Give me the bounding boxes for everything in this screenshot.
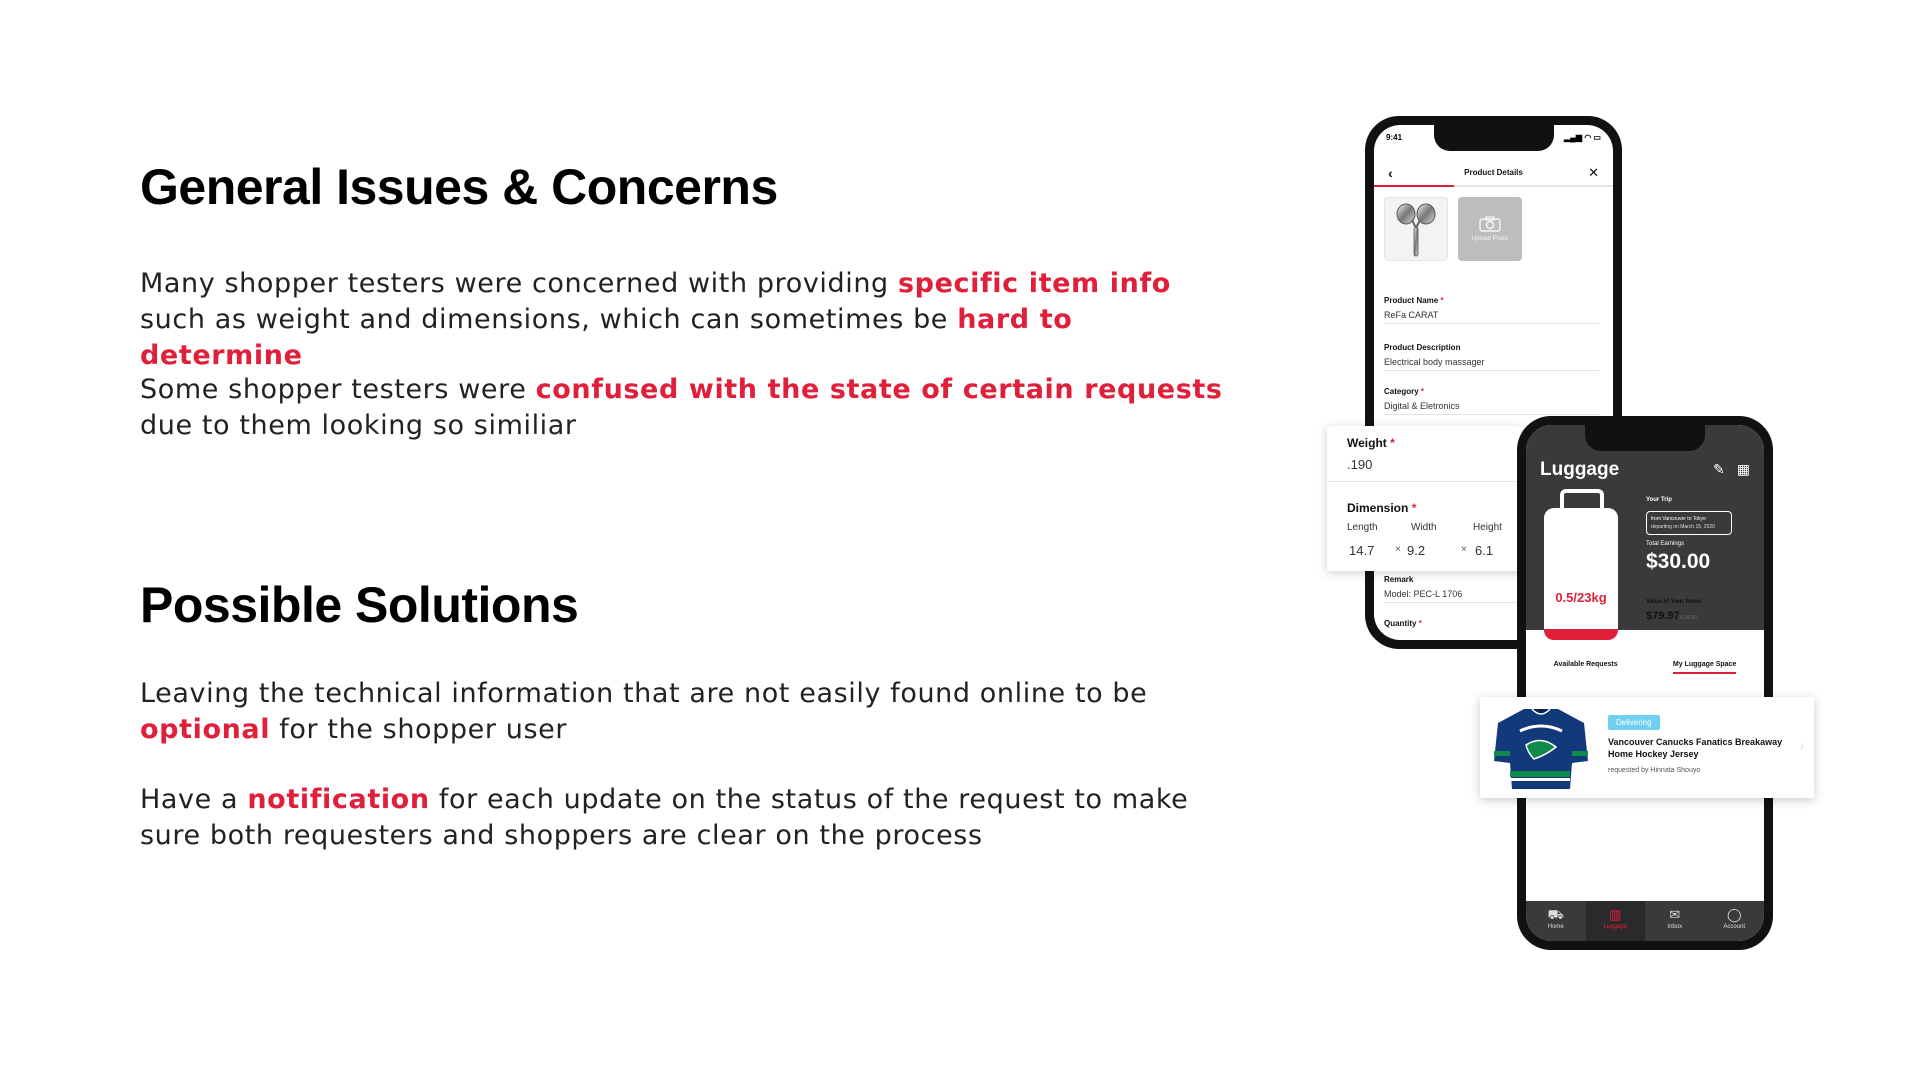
product-description-field[interactable] (1384, 343, 1599, 371)
field-label (1384, 387, 1599, 396)
tab-account[interactable] (1705, 901, 1765, 941)
luggage-capacity-gauge (1544, 508, 1618, 640)
tab-my-luggage-space[interactable]: My Luggage Space (1673, 661, 1736, 674)
status-time: 9:41 (1386, 133, 1403, 142)
paragraph-text: Have a (140, 784, 248, 815)
home-icon: ⛟ (1547, 907, 1564, 922)
tab-available-requests[interactable]: Available Requests (1553, 661, 1618, 668)
weight-label: Weight (1347, 436, 1387, 450)
phone-mockup-luggage (1517, 416, 1773, 950)
length-input[interactable]: 14.7 (1349, 543, 1375, 558)
chevron-right-icon: › (1799, 737, 1804, 753)
width-label: Width (1411, 522, 1437, 533)
required-asterisk: * (1420, 387, 1425, 396)
paragraph-text: for each update on the status of the request to make sure both requesters and shoppers are clear on the process (140, 784, 1189, 851)
weight-input[interactable]: .190 (1347, 457, 1373, 472)
divider (1327, 481, 1515, 482)
phone-screen (1526, 425, 1764, 941)
solutions-paragraph-2 (140, 782, 1230, 854)
quantity-label: Quantity (1384, 619, 1417, 628)
account-icon: ◯ (1726, 907, 1742, 922)
required-asterisk: * (1418, 619, 1422, 628)
highlighted-phrase: notification (247, 784, 430, 815)
weight-label-row (1347, 436, 1395, 450)
required-asterisk: * (1440, 296, 1444, 305)
signal-wifi-battery-icon: ▂▄▆ ◠ ▭ (1564, 133, 1601, 142)
length-label: Length (1347, 522, 1378, 533)
tab-label: Home (1547, 924, 1564, 930)
camera-icon (1479, 216, 1501, 232)
upload-photo-button[interactable] (1458, 197, 1522, 261)
product-description-value: Electrical body massager (1384, 357, 1599, 371)
luggage-title: Luggage (1540, 459, 1620, 480)
requested-by: requested by Hinnata Shouyo (1608, 767, 1701, 774)
tab-label: Account (1723, 924, 1746, 930)
value-items-amount (1646, 610, 1697, 622)
trip-route: from Vancouver to Tokyo (1651, 516, 1706, 522)
edit-icon[interactable]: ✎ (1713, 461, 1725, 477)
total-earnings-label: Total Earnings (1646, 541, 1685, 547)
progress-underline (1374, 185, 1454, 187)
issues-paragraph-1 (140, 266, 1230, 374)
dimension-label: Dimension (1347, 501, 1409, 515)
dimension-label-row (1347, 501, 1416, 515)
required-asterisk: * (1390, 436, 1395, 450)
back-chevron-icon[interactable]: ‹ (1388, 165, 1393, 181)
highlighted-phrase: specific item info (897, 268, 1171, 299)
total-earnings-value: $30.00 (1646, 550, 1711, 573)
tab-label: Inbox (1667, 924, 1683, 930)
required-asterisk: * (1411, 501, 1417, 515)
luggage-icon: ▥ (1609, 907, 1622, 922)
height-input[interactable]: 6.1 (1475, 543, 1494, 558)
times-sign: × (1395, 544, 1401, 555)
qr-scan-icon[interactable]: ▦ (1736, 461, 1750, 477)
product-name-field[interactable] (1384, 296, 1599, 324)
value-items-label: Value of Your Items (1646, 599, 1702, 605)
tab-inbox[interactable] (1645, 901, 1705, 941)
field-label (1384, 296, 1599, 305)
category-value: Digital & Eletronics (1384, 401, 1599, 415)
category-field[interactable] (1384, 387, 1599, 415)
request-title: Vancouver Canucks Fanatics Breakaway Home Hockey Jersey (1608, 737, 1783, 759)
phone-notch (1585, 425, 1705, 451)
solutions-paragraph-1 (140, 676, 1230, 748)
luggage-fill-level (1544, 629, 1618, 640)
status-bar (1386, 133, 1601, 142)
paragraph-text: for the shopper user (270, 714, 568, 745)
roller-massager-image (1396, 200, 1436, 258)
product-details-header (1374, 159, 1613, 187)
your-trip-label: Your Trip (1646, 497, 1672, 503)
product-name-value: ReFa CARAT (1384, 310, 1599, 324)
category-label: Category (1384, 387, 1419, 396)
close-icon[interactable]: ✕ (1588, 165, 1599, 180)
paragraph-text: Many shopper testers were concerned with providing (140, 268, 898, 299)
trip-date: departing on March 15, 2020 (1651, 524, 1715, 530)
tab-luggage[interactable] (1586, 901, 1646, 941)
highlighted-phrase: hard to determine (140, 304, 1073, 371)
weight-dimension-card (1327, 426, 1522, 571)
tab-label: Luggage (1603, 924, 1627, 930)
section-title-solutions: Possible Solutions (140, 577, 579, 633)
value-currency: /CAD$0 (1679, 615, 1698, 621)
remark-label: Remark (1384, 575, 1414, 584)
value-amount: $79.97 (1646, 610, 1680, 622)
product-name-label: Product Name (1384, 296, 1439, 305)
luggage-load-text: 0.5/23kg (1555, 590, 1607, 605)
product-description-label: Product Description (1384, 343, 1461, 352)
luggage-tabs (1526, 661, 1764, 674)
bottom-tab-bar (1526, 901, 1764, 941)
inbox-icon: ✉ (1669, 907, 1681, 922)
tab-home[interactable] (1526, 901, 1586, 941)
height-label: Height (1473, 522, 1502, 533)
paragraph-text: Leaving the technical information that are not easily found online to be (140, 678, 1148, 709)
paragraph-text: such as weight and dimensions, which can sometimes be (140, 304, 958, 335)
header-actions (1713, 461, 1750, 478)
trip-chip[interactable] (1646, 511, 1732, 535)
issues-paragraph-2 (140, 372, 1230, 444)
highlighted-phrase: optional (140, 714, 271, 745)
header-title: Product Details (1464, 168, 1523, 177)
paragraph-text: Some shopper testers were (140, 374, 536, 405)
times-sign: × (1461, 544, 1467, 555)
request-card[interactable] (1480, 697, 1814, 798)
section-title-issues: General Issues & Concerns (140, 159, 778, 215)
paragraph-text: due to them looking so similiar (140, 410, 577, 441)
remark-value: Model: PEC-L 1706 (1384, 589, 1599, 603)
width-input[interactable]: 9.2 (1407, 543, 1426, 558)
product-image-thumbnail[interactable] (1384, 197, 1448, 261)
upload-photo-label: Upload Photo (1471, 236, 1509, 242)
status-badge: Delivering (1608, 715, 1660, 730)
hockey-jersey-image (1494, 705, 1588, 791)
highlighted-phrase: confused with the state of certain requests (535, 374, 1223, 405)
